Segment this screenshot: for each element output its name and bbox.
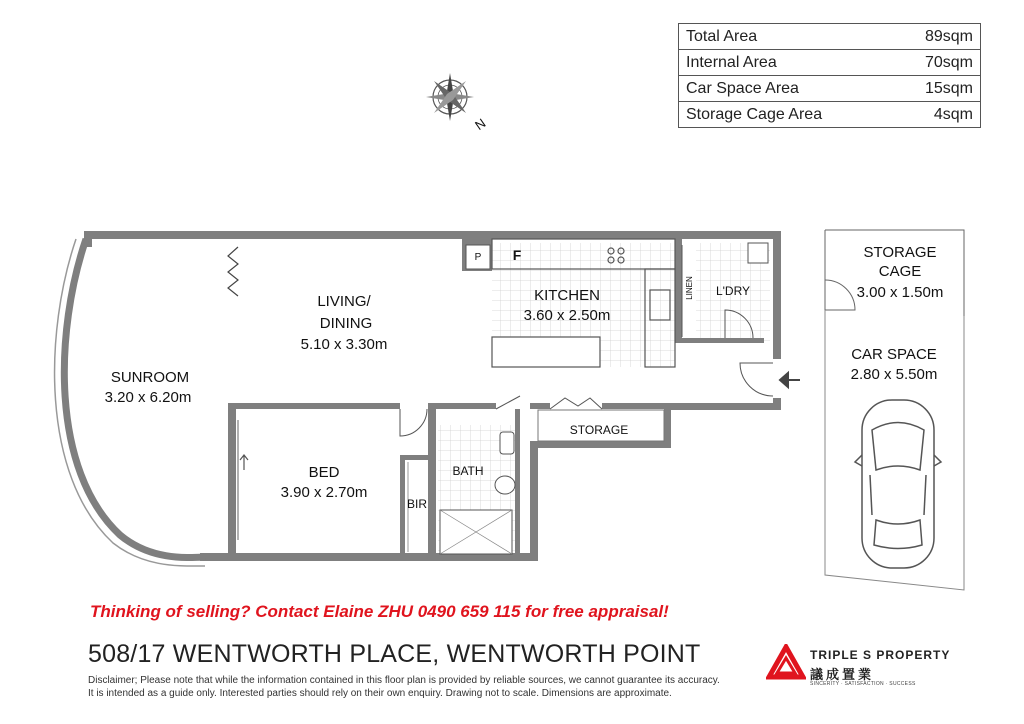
brand-logo bbox=[766, 644, 951, 694]
area-value: 70sqm bbox=[892, 50, 981, 76]
disclaimer bbox=[88, 674, 768, 700]
car-space-dims: 2.80 x 5.50m bbox=[850, 366, 938, 383]
window-zigzag-icon bbox=[228, 247, 238, 296]
compass-north-label: N bbox=[472, 115, 489, 134]
basin-icon bbox=[500, 432, 514, 454]
promo-text: Thinking of selling? Contact Elaine ZHU 0490 659 115 for free appraisal! bbox=[90, 602, 669, 621]
toilet-icon bbox=[495, 476, 515, 494]
bed-label: BED bbox=[308, 464, 340, 481]
pantry-label: P bbox=[474, 252, 482, 263]
sliding-arrow-icon bbox=[240, 455, 248, 470]
area-value: 4sqm bbox=[892, 102, 981, 128]
kitchen-dims: 3.60 x 2.50m bbox=[523, 307, 611, 324]
kitchen-label: KITCHEN bbox=[534, 287, 600, 304]
living-dims: 5.10 x 3.30m bbox=[300, 336, 388, 353]
area-label: Car Space Area bbox=[679, 76, 892, 102]
storage-cage-dims: 3.00 x 1.50m bbox=[856, 284, 944, 301]
storage-bifold-door bbox=[550, 398, 602, 409]
brand-name: TRIPLE S PROPERTY bbox=[810, 648, 951, 662]
storage-cage-label-2: CAGE bbox=[878, 263, 922, 280]
area-label: Storage Cage Area bbox=[679, 102, 892, 128]
bath-label: BATH bbox=[452, 464, 484, 478]
storage-cage-label: STORAGE bbox=[863, 244, 937, 261]
linen-label: LINEN bbox=[685, 276, 694, 300]
storage-cage-door bbox=[825, 280, 855, 310]
disclaimer-line: It is intended as a guide only. Interested parties should rely on their own enquiry. Drawing not to scale. Dimensions are approximate. bbox=[88, 688, 672, 699]
laundry-label: L'DRY bbox=[715, 284, 751, 298]
disclaimer-line: Disclaimer; Please note that while the information contained in this floor plan is provided by reliable sources, we cannot guarantee its accuracy. bbox=[88, 675, 720, 686]
bed-dims: 3.90 x 2.70m bbox=[280, 484, 368, 501]
triangle-logo-icon bbox=[766, 644, 806, 684]
property-address: 508/17 WENTWORTH PLACE, WENTWORTH POINT bbox=[88, 640, 701, 668]
compass-icon bbox=[426, 73, 488, 133]
brand-tagline: SINCERITY · SATISFACTION · SUCCESS bbox=[810, 681, 916, 687]
car-space-label: CAR SPACE bbox=[851, 346, 937, 363]
laundry-tub bbox=[748, 243, 768, 263]
entry-arrow-icon bbox=[780, 373, 800, 387]
living-label: LIVING/ bbox=[317, 293, 371, 310]
fridge-label: F bbox=[512, 247, 522, 263]
brand-chinese-name: 議成置業 bbox=[810, 667, 875, 682]
sunroom-label: SUNROOM bbox=[110, 369, 190, 386]
bir-label: BIR bbox=[406, 497, 428, 511]
area-value: 15sqm bbox=[892, 76, 981, 102]
area-label: Total Area bbox=[679, 24, 892, 50]
area-label: Internal Area bbox=[679, 50, 892, 76]
entry-door bbox=[740, 363, 773, 396]
bed-door bbox=[400, 409, 427, 436]
area-value: 89sqm bbox=[892, 24, 981, 50]
sunroom-dims: 3.20 x 6.20m bbox=[104, 389, 192, 406]
storage-label: STORAGE bbox=[569, 423, 629, 437]
bath-door bbox=[496, 396, 520, 409]
car-icon bbox=[855, 400, 941, 568]
dining-label: DINING bbox=[319, 315, 373, 332]
